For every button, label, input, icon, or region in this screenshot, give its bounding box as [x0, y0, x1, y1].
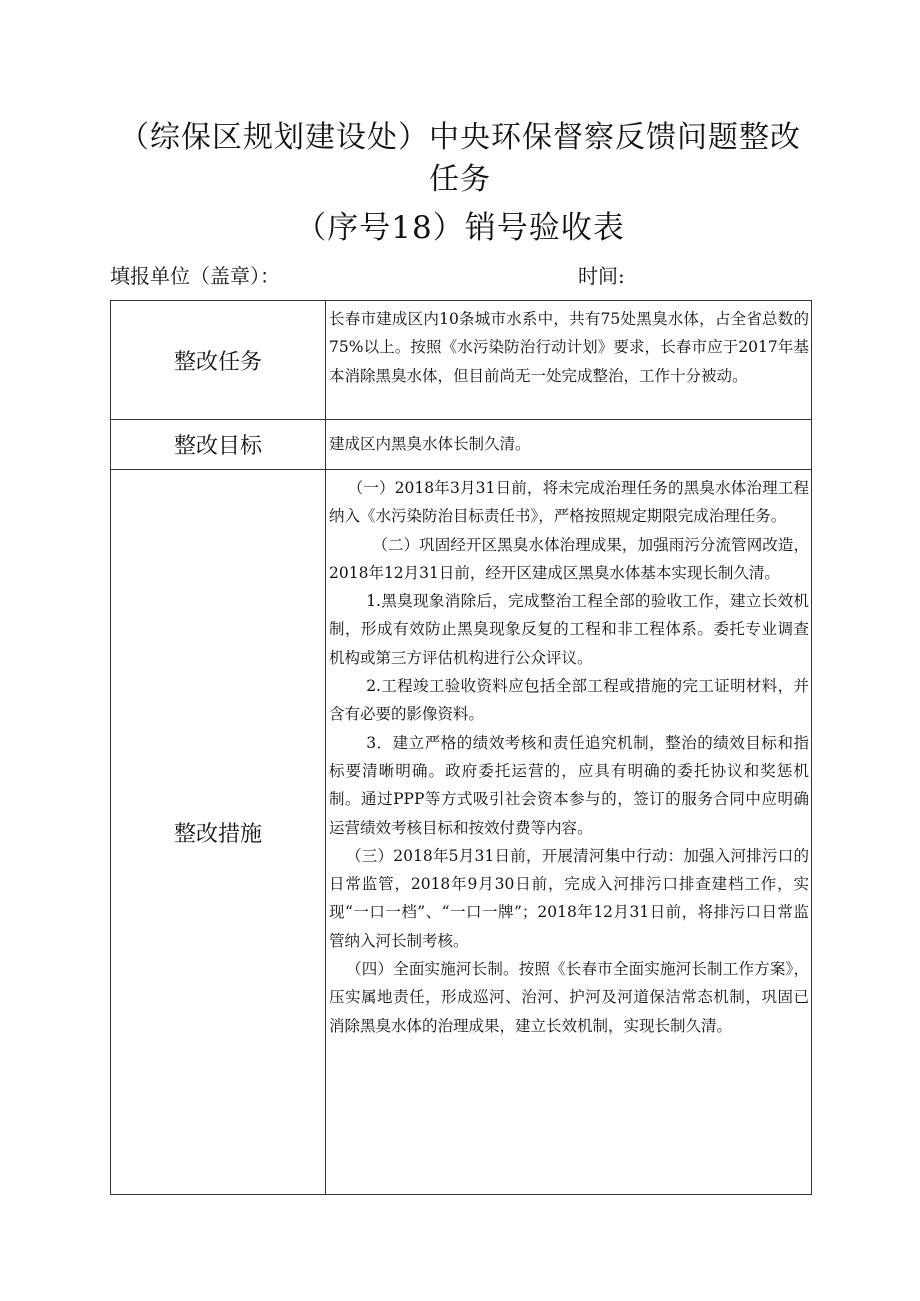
table-row-measures — [111, 470, 812, 1195]
task-text: 长春市建成区内10条城市水系中，共有75处黑臭水体，占全省总数的75%以上。按照《水污染防治行动计划》要求，长春市应于2017年基本消除黑臭水体，但目前尚无一处完成整治，工作十分被动。 — [329, 310, 809, 385]
task-text-cell — [326, 301, 812, 420]
measure-paragraph: 1.黑臭现象消除后，完成整治工程全部的验收工作，建立长效机制，形成有效防止黑臭现象反复的工程和非工程体系。委托专业调查机构或第三方评估机构进行公众评议。 — [329, 592, 809, 667]
time-label: 时间: — [578, 264, 625, 288]
goal-text-cell — [326, 420, 812, 470]
measure-paragraph: 2.工程竣工验收资料应包括全部工程或措施的完工证明材料，并含有必要的影像资料。 — [329, 677, 809, 724]
document-subtitle: （序号18）销号验收表 — [295, 210, 625, 246]
measures-text-cell — [326, 470, 812, 1195]
table-row-task — [111, 301, 812, 420]
task-label: 整改任务 — [111, 301, 326, 420]
measure-paragraph: （四）全面实施河长制。按照《长春市全面实施河长制工作方案》，压实属地责任，形成巡河、治河、护河及河道保洁常态机制，巩固已消除黑臭水体的治理成果，建立长效机制，实现长制久清。 — [329, 960, 809, 1035]
measures-label: 整改措施 — [111, 470, 326, 1195]
goal-text: 建成区内黑臭水体长制久清。 — [329, 435, 531, 454]
measure-paragraph: （三）2018年5月31日前，开展清河集中行动：加强入河排污口的日常监管，2018年9月30日前，完成入河排污口排查建档工作，实现“一口一档”、“一口一牌”；2018年12月31日前，将排污口日常监管纳入河长制考核。 — [329, 846, 809, 950]
table-row-goal — [111, 420, 812, 470]
measure-paragraph: 3．建立严格的绩效考核和责任追究机制，整治的绩效目标和指标要清晰明确。政府委托运营的，应具有明确的委托协议和奖惩机制。通过PPP等方式吸引社会资本参与的，签订的服务合同中应明确运营绩效考核目标和按效付费等内容。 — [329, 733, 809, 837]
acceptance-form-table — [110, 300, 812, 1195]
measure-paragraph: （二）巩固经开区黑臭水体治理成果，加强雨污分流管网改造，2018年12月31日前，经开区建成区黑臭水体基本实现长制久清。 — [329, 535, 809, 582]
document-title-line-2: 任务 — [429, 162, 491, 197]
fill-unit-label: 填报单位（盖章）： — [110, 264, 280, 288]
measure-paragraph: （一）2018年3月31日前，将未完成治理任务的黑臭水体治理工程纳入《水污染防治目标责任书》，严格按照规定期限完成治理任务。 — [329, 479, 809, 526]
goal-label: 整改目标 — [111, 420, 326, 470]
document-title-line-1: （综保区规划建设处）中央环保督察反馈问题整改 — [119, 120, 801, 155]
